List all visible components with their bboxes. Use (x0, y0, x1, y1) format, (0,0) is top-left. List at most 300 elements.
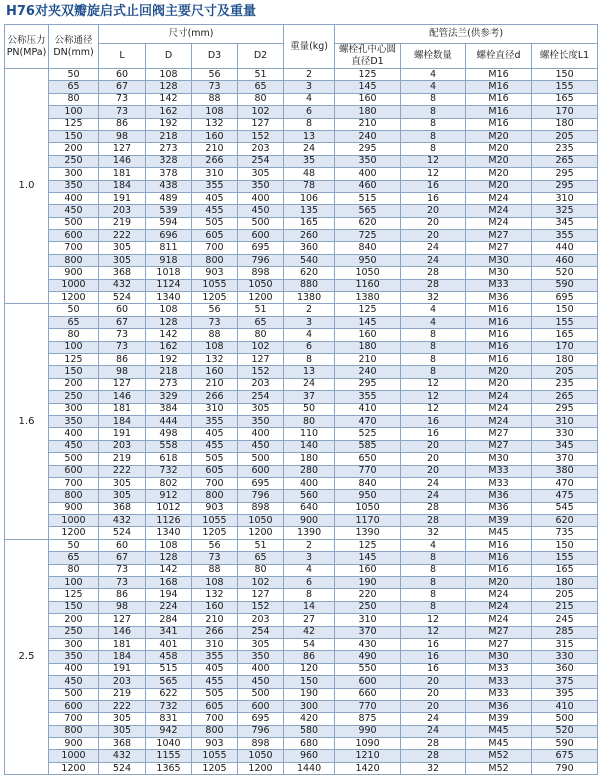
table-cell: 355 (192, 651, 238, 663)
table-row (5, 651, 598, 663)
table-cell: 455 (192, 676, 238, 688)
table-row (5, 366, 598, 378)
table-cell: 590 (532, 738, 598, 750)
table-cell: 250 (335, 601, 401, 613)
table-cell: M16 (466, 353, 532, 365)
table-cell: M36 (466, 292, 532, 304)
table-cell: 950 (335, 490, 401, 502)
table-cell: M16 (466, 118, 532, 130)
table-cell: 80 (49, 329, 99, 341)
table-cell: 194 (146, 589, 192, 601)
table-cell: M16 (466, 329, 532, 341)
table-cell: 310 (192, 168, 238, 180)
table-cell: 1340 (146, 292, 192, 304)
table-cell: 370 (532, 453, 598, 465)
table-cell: M33 (466, 465, 532, 477)
table-cell: 266 (192, 155, 238, 167)
table-cell: 65 (49, 552, 99, 564)
table-cell: 400 (284, 477, 335, 489)
table-cell: 14 (284, 601, 335, 613)
table-cell: 796 (238, 725, 284, 737)
table-cell: 132 (192, 118, 238, 130)
table-cell: 170 (532, 106, 598, 118)
table-cell: 190 (284, 688, 335, 700)
table-cell: 110 (284, 428, 335, 440)
table-cell: M30 (466, 651, 532, 663)
table-cell: 401 (146, 638, 192, 650)
table-cell: 8 (401, 353, 466, 365)
header-D2: D2 (238, 44, 284, 69)
table-cell: 796 (238, 254, 284, 266)
table-cell: 695 (532, 292, 598, 304)
table-cell: M39 (466, 713, 532, 725)
table-cell: 203 (99, 205, 146, 217)
table-cell: M36 (466, 502, 532, 514)
table-cell: 618 (146, 453, 192, 465)
table-cell: 903 (192, 502, 238, 514)
table-cell: 142 (146, 564, 192, 576)
table-cell: 539 (146, 205, 192, 217)
table-cell: M27 (466, 428, 532, 440)
table-cell: M30 (466, 453, 532, 465)
table-cell: 2 (284, 539, 335, 551)
table-row (5, 502, 598, 514)
table-cell: 127 (238, 353, 284, 365)
table-cell: 1340 (146, 527, 192, 539)
table-cell: 200 (49, 614, 99, 626)
header-pn: 公称压力PN(MPa) (5, 25, 49, 69)
table-cell: 12 (401, 391, 466, 403)
table-cell: 192 (146, 353, 192, 365)
table-cell: 215 (532, 601, 598, 613)
table-cell: 1090 (335, 738, 401, 750)
table-cell: M16 (466, 69, 532, 81)
table-row (5, 725, 598, 737)
table-row (5, 663, 598, 675)
table-cell: 250 (49, 155, 99, 167)
table-cell: 127 (238, 118, 284, 130)
table-cell: 273 (146, 143, 192, 155)
table-cell: 350 (238, 415, 284, 427)
table-cell: 100 (49, 341, 99, 353)
table-cell: 24 (284, 378, 335, 390)
table-cell: 524 (99, 527, 146, 539)
table-cell: 125 (49, 118, 99, 130)
table-cell: M24 (466, 415, 532, 427)
table-cell: 6 (284, 341, 335, 353)
table-cell: 565 (335, 205, 401, 217)
table-row (5, 242, 598, 254)
table-cell: 125 (335, 539, 401, 551)
table-cell: 328 (146, 155, 192, 167)
table-cell: 78 (284, 180, 335, 192)
table-row (5, 155, 598, 167)
table-cell: 150 (49, 366, 99, 378)
table-cell: 8 (401, 341, 466, 353)
table-row (5, 378, 598, 390)
table-cell: 1000 (49, 515, 99, 527)
table-cell: 470 (532, 477, 598, 489)
table-cell: 80 (238, 329, 284, 341)
table-cell: 500 (238, 217, 284, 229)
table-cell: 168 (146, 577, 192, 589)
table-cell: 345 (532, 440, 598, 452)
table-cell: 48 (284, 168, 335, 180)
table-cell: 250 (49, 626, 99, 638)
table-cell: 470 (335, 415, 401, 427)
table-cell: 145 (335, 316, 401, 328)
table-cell: 65 (49, 316, 99, 328)
table-cell: 840 (335, 242, 401, 254)
table-cell: 65 (49, 81, 99, 93)
table-cell: 73 (99, 564, 146, 576)
table-cell: 378 (146, 168, 192, 180)
table-cell: 330 (532, 651, 598, 663)
table-cell: 455 (192, 205, 238, 217)
table-cell: M39 (466, 515, 532, 527)
table-cell: 695 (238, 477, 284, 489)
table-cell: 600 (238, 465, 284, 477)
table-cell: 300 (49, 403, 99, 415)
table-cell: 1155 (146, 750, 192, 762)
table-cell: 73 (99, 106, 146, 118)
table-row (5, 292, 598, 304)
table-cell: 300 (49, 638, 99, 650)
table-cell: M16 (466, 564, 532, 576)
table-cell: 254 (238, 155, 284, 167)
table-cell: 20 (401, 688, 466, 700)
table-row (5, 81, 598, 93)
table-cell: 125 (49, 589, 99, 601)
table-cell: 222 (99, 700, 146, 712)
table-cell: M30 (466, 254, 532, 266)
table-cell: 405 (192, 428, 238, 440)
table-cell: 438 (146, 180, 192, 192)
table-cell: 360 (284, 242, 335, 254)
table-cell: 32 (401, 292, 466, 304)
table-cell: 1000 (49, 750, 99, 762)
header-weight: 重量(kg) (284, 25, 335, 69)
table-cell: 219 (99, 217, 146, 229)
table-cell: 295 (532, 403, 598, 415)
table-cell: 181 (99, 638, 146, 650)
table-cell: 840 (335, 477, 401, 489)
table-cell: 86 (99, 353, 146, 365)
table-cell: 50 (284, 403, 335, 415)
table-cell: 266 (192, 626, 238, 638)
table-cell: 132 (192, 353, 238, 365)
table-cell: 210 (192, 143, 238, 155)
table-cell: 180 (532, 577, 598, 589)
table-cell: M36 (466, 490, 532, 502)
table-cell: 1055 (192, 750, 238, 762)
table-cell: M45 (466, 738, 532, 750)
table-cell: 1210 (335, 750, 401, 762)
table-cell: 280 (284, 465, 335, 477)
table-cell: 254 (238, 391, 284, 403)
table-cell: 20 (401, 217, 466, 229)
table-cell: 200 (49, 378, 99, 390)
table-cell: 125 (49, 353, 99, 365)
table-cell: 500 (532, 713, 598, 725)
table-cell: M27 (466, 626, 532, 638)
table-cell: 220 (335, 589, 401, 601)
table-cell: 73 (192, 552, 238, 564)
table-cell: 400 (238, 192, 284, 204)
table-cell: 732 (146, 465, 192, 477)
table-cell: 1050 (335, 502, 401, 514)
table-cell: 245 (532, 614, 598, 626)
table-cell: 24 (284, 143, 335, 155)
table-cell: 20 (401, 465, 466, 477)
table-row (5, 267, 598, 279)
table-cell: M24 (466, 614, 532, 626)
table-cell: 24 (401, 490, 466, 502)
table-cell: 375 (532, 676, 598, 688)
table-cell: 1200 (49, 292, 99, 304)
table-cell: 2 (284, 304, 335, 316)
table-cell: 325 (532, 205, 598, 217)
header-bolt-dia: 螺栓直径d (466, 44, 532, 69)
table-cell: 600 (49, 465, 99, 477)
table-cell: 942 (146, 725, 192, 737)
table-cell: 900 (49, 267, 99, 279)
table-cell: M20 (466, 577, 532, 589)
table-cell: M20 (466, 155, 532, 167)
table-cell: 67 (99, 81, 146, 93)
table-cell: 150 (49, 601, 99, 613)
table-cell: 1050 (335, 267, 401, 279)
table-cell: 395 (532, 688, 598, 700)
table-cell: 12 (401, 378, 466, 390)
table-cell: M33 (466, 688, 532, 700)
header-bolt-len: 螺栓长度L1 (532, 44, 598, 69)
table-cell: 222 (99, 465, 146, 477)
table-cell: 8 (401, 577, 466, 589)
table-cell: 500 (49, 688, 99, 700)
table-cell: 50 (49, 304, 99, 316)
table-cell: 180 (532, 353, 598, 365)
table-row (5, 477, 598, 489)
table-cell: 37 (284, 391, 335, 403)
table-cell: 4 (401, 304, 466, 316)
table-cell: 50 (49, 69, 99, 81)
table-cell: 184 (99, 180, 146, 192)
table-cell: 203 (99, 676, 146, 688)
table-row (5, 168, 598, 180)
table-cell: 106 (284, 192, 335, 204)
table-row (5, 279, 598, 291)
table-cell: 203 (99, 440, 146, 452)
table-cell: 305 (99, 490, 146, 502)
table-cell: 80 (49, 93, 99, 105)
table-cell: 160 (335, 93, 401, 105)
table-cell: 184 (99, 651, 146, 663)
table-row (5, 329, 598, 341)
table-row (5, 69, 598, 81)
table-cell: 400 (238, 428, 284, 440)
table-row (5, 577, 598, 589)
table-cell: 585 (335, 440, 401, 452)
table-cell: 3 (284, 81, 335, 93)
table-cell: 108 (192, 106, 238, 118)
table-cell: 184 (99, 415, 146, 427)
table-cell: 224 (146, 601, 192, 613)
table-cell: 305 (238, 168, 284, 180)
table-cell: 725 (335, 230, 401, 242)
table-cell: 24 (401, 242, 466, 254)
table-cell: 16 (401, 651, 466, 663)
table-cell: 4 (284, 329, 335, 341)
table-cell: 622 (146, 688, 192, 700)
table-cell: 605 (192, 465, 238, 477)
table-cell: 73 (99, 341, 146, 353)
table-row (5, 118, 598, 130)
table-cell: 310 (532, 192, 598, 204)
table-cell: 811 (146, 242, 192, 254)
table-cell: 1420 (335, 762, 401, 774)
table-cell: 1440 (284, 762, 335, 774)
table-cell: 475 (532, 490, 598, 502)
table-cell: 600 (238, 230, 284, 242)
table-cell: 800 (49, 725, 99, 737)
table-cell: 605 (192, 230, 238, 242)
table-cell: 4 (401, 539, 466, 551)
table-cell: 3 (284, 316, 335, 328)
table-cell: 16 (401, 663, 466, 675)
table-cell: 32 (401, 527, 466, 539)
table-cell: 420 (284, 713, 335, 725)
table-cell: 490 (335, 651, 401, 663)
table-cell: 500 (238, 453, 284, 465)
table-cell: 1055 (192, 279, 238, 291)
table-cell: 27 (284, 614, 335, 626)
table-cell: 800 (192, 254, 238, 266)
table-cell: 620 (532, 515, 598, 527)
table-cell: 1380 (284, 292, 335, 304)
table-cell: 875 (335, 713, 401, 725)
table-cell: 80 (238, 564, 284, 576)
table-cell: 200 (49, 143, 99, 155)
table-cell: 266 (192, 391, 238, 403)
table-cell: 67 (99, 552, 146, 564)
table-cell: 65 (238, 316, 284, 328)
table-cell: 384 (146, 403, 192, 415)
table-cell: 150 (284, 676, 335, 688)
table-cell: 305 (99, 477, 146, 489)
table-cell: 50 (49, 539, 99, 551)
table-cell: 127 (99, 614, 146, 626)
table-row (5, 106, 598, 118)
table-cell: 310 (192, 638, 238, 650)
table-cell: M24 (466, 192, 532, 204)
table-cell: 155 (532, 552, 598, 564)
table-cell: 8 (401, 118, 466, 130)
table-cell: 400 (238, 663, 284, 675)
table-cell: 515 (335, 192, 401, 204)
table-cell: 20 (401, 676, 466, 688)
table-cell: 150 (532, 304, 598, 316)
table-cell: 796 (238, 490, 284, 502)
table-cell: M20 (466, 180, 532, 192)
table-cell: 898 (238, 267, 284, 279)
table-cell: 80 (49, 564, 99, 576)
table-cell: 218 (146, 366, 192, 378)
table-cell: 192 (146, 118, 192, 130)
table-cell: M27 (466, 440, 532, 452)
table-cell: 65 (238, 81, 284, 93)
table-cell: 368 (99, 502, 146, 514)
table-cell: 524 (99, 762, 146, 774)
table-cell: 210 (335, 118, 401, 130)
table-cell: 125 (335, 304, 401, 316)
table-cell: 305 (238, 638, 284, 650)
table-cell: 108 (192, 577, 238, 589)
table-row (5, 353, 598, 365)
table-cell: 600 (49, 230, 99, 242)
table-cell: 191 (99, 663, 146, 675)
table-cell: 273 (146, 378, 192, 390)
table-row (5, 415, 598, 427)
table-cell: 350 (238, 651, 284, 663)
table-cell: 498 (146, 428, 192, 440)
table-cell: 295 (532, 180, 598, 192)
table-cell: 4 (401, 316, 466, 328)
table-cell: M16 (466, 341, 532, 353)
table-cell: 450 (49, 440, 99, 452)
table-cell: 345 (532, 217, 598, 229)
table-cell: 1390 (284, 527, 335, 539)
pn-group-cell: 2.5 (5, 539, 49, 774)
table-cell: 6 (284, 577, 335, 589)
table-row (5, 552, 598, 564)
table-cell: M20 (466, 168, 532, 180)
table-row (5, 700, 598, 712)
table-cell: M30 (466, 267, 532, 279)
table-cell: 8 (284, 589, 335, 601)
table-cell: 300 (284, 700, 335, 712)
table-row (5, 180, 598, 192)
table-cell: 20 (401, 700, 466, 712)
table-cell: 355 (192, 180, 238, 192)
table-cell: 108 (192, 341, 238, 353)
table-cell: 515 (146, 663, 192, 675)
table-cell: 155 (532, 81, 598, 93)
table-cell: 600 (238, 700, 284, 712)
table-cell: 98 (99, 366, 146, 378)
table-cell: 108 (146, 304, 192, 316)
table-cell: 12 (401, 614, 466, 626)
table-cell: 16 (401, 428, 466, 440)
table-cell: M20 (466, 143, 532, 155)
table-cell: 620 (284, 267, 335, 279)
table-cell: 24 (401, 713, 466, 725)
table-cell: 8 (401, 601, 466, 613)
table-cell: 60 (99, 304, 146, 316)
table-row (5, 676, 598, 688)
table-cell: 558 (146, 440, 192, 452)
table-cell: 142 (146, 93, 192, 105)
table-row (5, 750, 598, 762)
table-cell: M33 (466, 477, 532, 489)
table-cell: 24 (401, 254, 466, 266)
table-cell: 56 (192, 304, 238, 316)
table-cell: 8 (401, 589, 466, 601)
table-cell: 145 (335, 81, 401, 93)
table-cell: 152 (238, 601, 284, 613)
table-cell: 700 (49, 713, 99, 725)
table-cell: 203 (238, 378, 284, 390)
